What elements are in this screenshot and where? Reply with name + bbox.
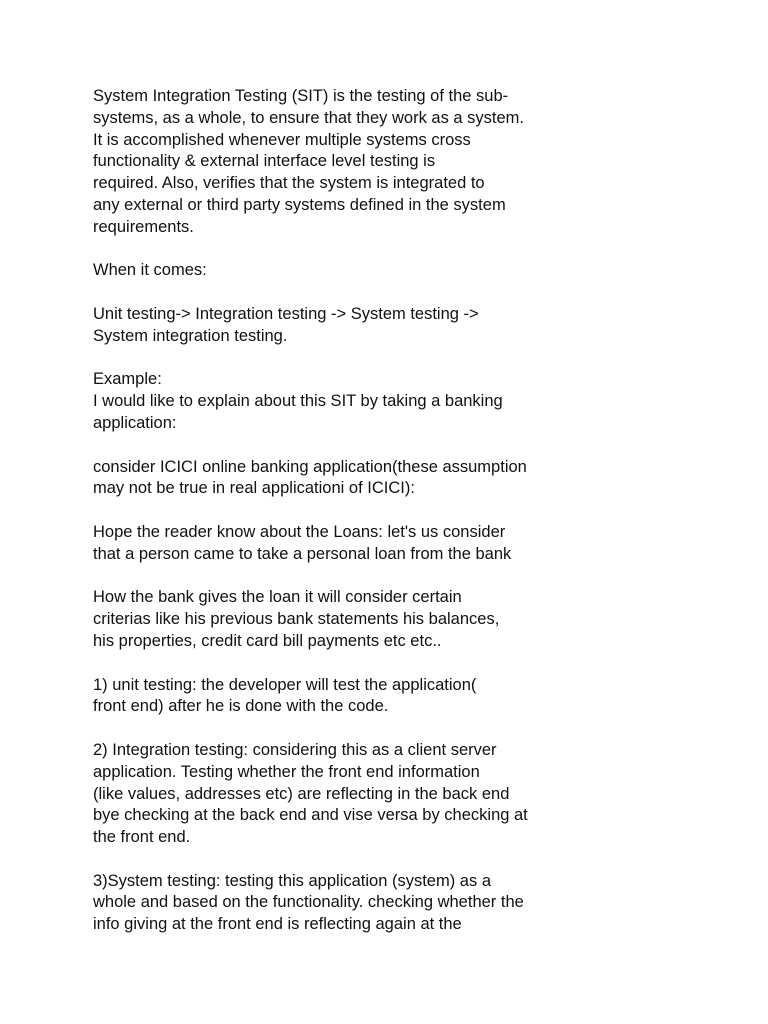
text-line: front end) after he is done with the code.	[93, 697, 389, 716]
text-line: application. Testing whether the front end information	[93, 762, 480, 781]
text-line: bye checking at the back end and vise versa by checking at	[93, 806, 528, 825]
paragraph-unit-testing	[93, 675, 713, 719]
text-line: 1) unit testing: the developer will test the application(	[93, 675, 477, 694]
text-line: consider ICICI online banking application(these assumption	[93, 457, 527, 476]
text-line: info giving at the front end is reflecting again at the	[93, 915, 462, 934]
text-line: functionality & external interface level testing is	[93, 152, 436, 171]
text-line: (like values, addresses etc) are reflecting in the back end	[93, 784, 510, 803]
paragraph-testing-sequence	[93, 304, 713, 348]
text-line: How the bank gives the loan it will consider certain	[93, 588, 462, 607]
paragraph-example	[93, 369, 713, 434]
paragraph-sit-definition	[93, 86, 713, 239]
text-line: may not be true in real applicationi of ICICI):	[93, 479, 415, 498]
paragraph-system-testing	[93, 871, 713, 936]
text-line: application:	[93, 413, 177, 432]
text-line: I would like to explain about this SIT by taking a banking	[93, 392, 503, 411]
paragraph-icici-assumption	[93, 457, 713, 501]
text-line: any external or third party systems defined in the system	[93, 195, 506, 214]
text-line: It is accomplished whenever multiple systems cross	[93, 130, 471, 149]
text-line: required. Also, verifies that the system is integrated to	[93, 174, 485, 193]
paragraph-loan-criteria	[93, 587, 713, 652]
text-line: criterias like his previous bank statements his balances,	[93, 610, 500, 629]
text-line: systems, as a whole, to ensure that they work as a system.	[93, 108, 525, 127]
text-line: that a person came to take a personal loan from the bank	[93, 544, 512, 563]
paragraph-loans	[93, 522, 713, 566]
text-line: his properties, credit card bill payments etc etc..	[93, 631, 442, 650]
text-line: When it comes:	[93, 261, 207, 280]
text-line: Example:	[93, 370, 162, 389]
text-line: whole and based on the functionality. checking whether the	[93, 893, 524, 912]
document-body	[93, 86, 713, 958]
text-line: 2) Integration testing: considering this as a client server	[93, 740, 497, 759]
text-line: System integration testing.	[93, 326, 288, 345]
text-line: Hope the reader know about the Loans: let's us consider	[93, 522, 506, 541]
paragraph-integration-testing	[93, 740, 713, 849]
text-line: the front end.	[93, 828, 191, 847]
text-line: requirements.	[93, 217, 194, 236]
text-line: 3)System testing: testing this application (system) as a	[93, 871, 491, 890]
text-line: Unit testing-> Integration testing -> System testing ->	[93, 304, 479, 323]
text-line: System Integration Testing (SIT) is the testing of the sub-	[93, 87, 509, 105]
paragraph-when-it-comes	[93, 260, 713, 282]
